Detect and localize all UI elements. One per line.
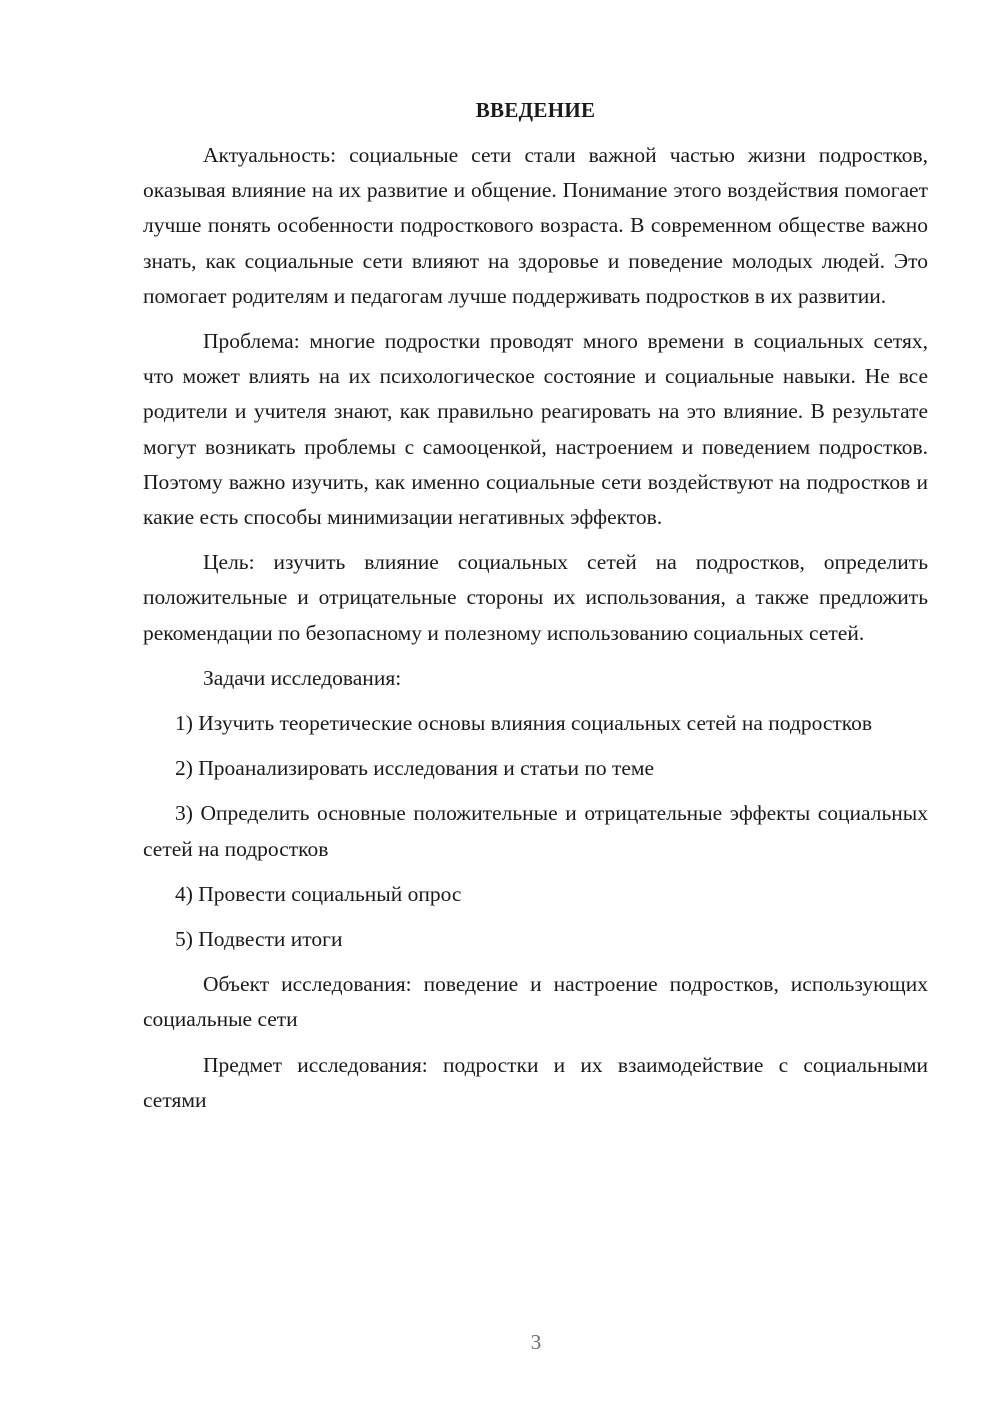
task-item-2: 2) Проанализировать исследования и статьи по теме: [175, 756, 655, 781]
page-content: [143, 92, 928, 1118]
task-item-4: 4) Провести социальный опрос: [175, 881, 462, 906]
task-item-3: 3) Определить основные положительные и отрицательные эффекты социальных сетей на подростков: [143, 801, 928, 861]
task-item-1: 1) Изучить теоретические основы влияния социальных сетей на подростков: [175, 711, 873, 736]
subject-paragraph: Предмет исследования: подростки и их взаимодействие с социальными сетями: [143, 1052, 928, 1112]
goal-paragraph: Цель: изучить влияние социальных сетей на подростков, определить положительные и отрицательные стороны их использования, а также предложить рекомендации по безопасному и полезному использованию социальных сетей.: [143, 550, 928, 645]
page-number: 3: [530, 1330, 542, 1354]
tasks-title: Задачи исследования:: [203, 665, 402, 690]
relevance-paragraph: Актуальность: социальные сети стали важной частью жизни подростков, оказывая влияние на их развитие и общение. Понимание этого воздействия помогает лучше понять особенности подросткового возраста. В современном обществе важно знать, как социальные сети влияют на здоровье и поведение молодых людей. Это помогает родителям и педагогам лучше поддерживать подростков в их развитии.: [143, 143, 928, 308]
problem-paragraph: Проблема: многие подростки проводят много времени в социальных сетях, что может влиять на их психологическое состояние и социальные навыки. Не все родители и учителя знают, как правильно реагировать на это влияние. В результате могут возникать проблемы с самооценкой, настроением и поведением подростков. Поэтому важно изучить, как именно социальные сети воздействуют на подростков и какие есть способы минимизации негативных эффектов.: [143, 329, 928, 530]
object-paragraph: Объект исследования: поведение и настроение подростков, использующих социальные сети: [143, 972, 928, 1032]
task-item-5: 5) Подвести итоги: [175, 927, 343, 952]
section-heading: ВВЕДЕНИЕ: [475, 98, 596, 122]
